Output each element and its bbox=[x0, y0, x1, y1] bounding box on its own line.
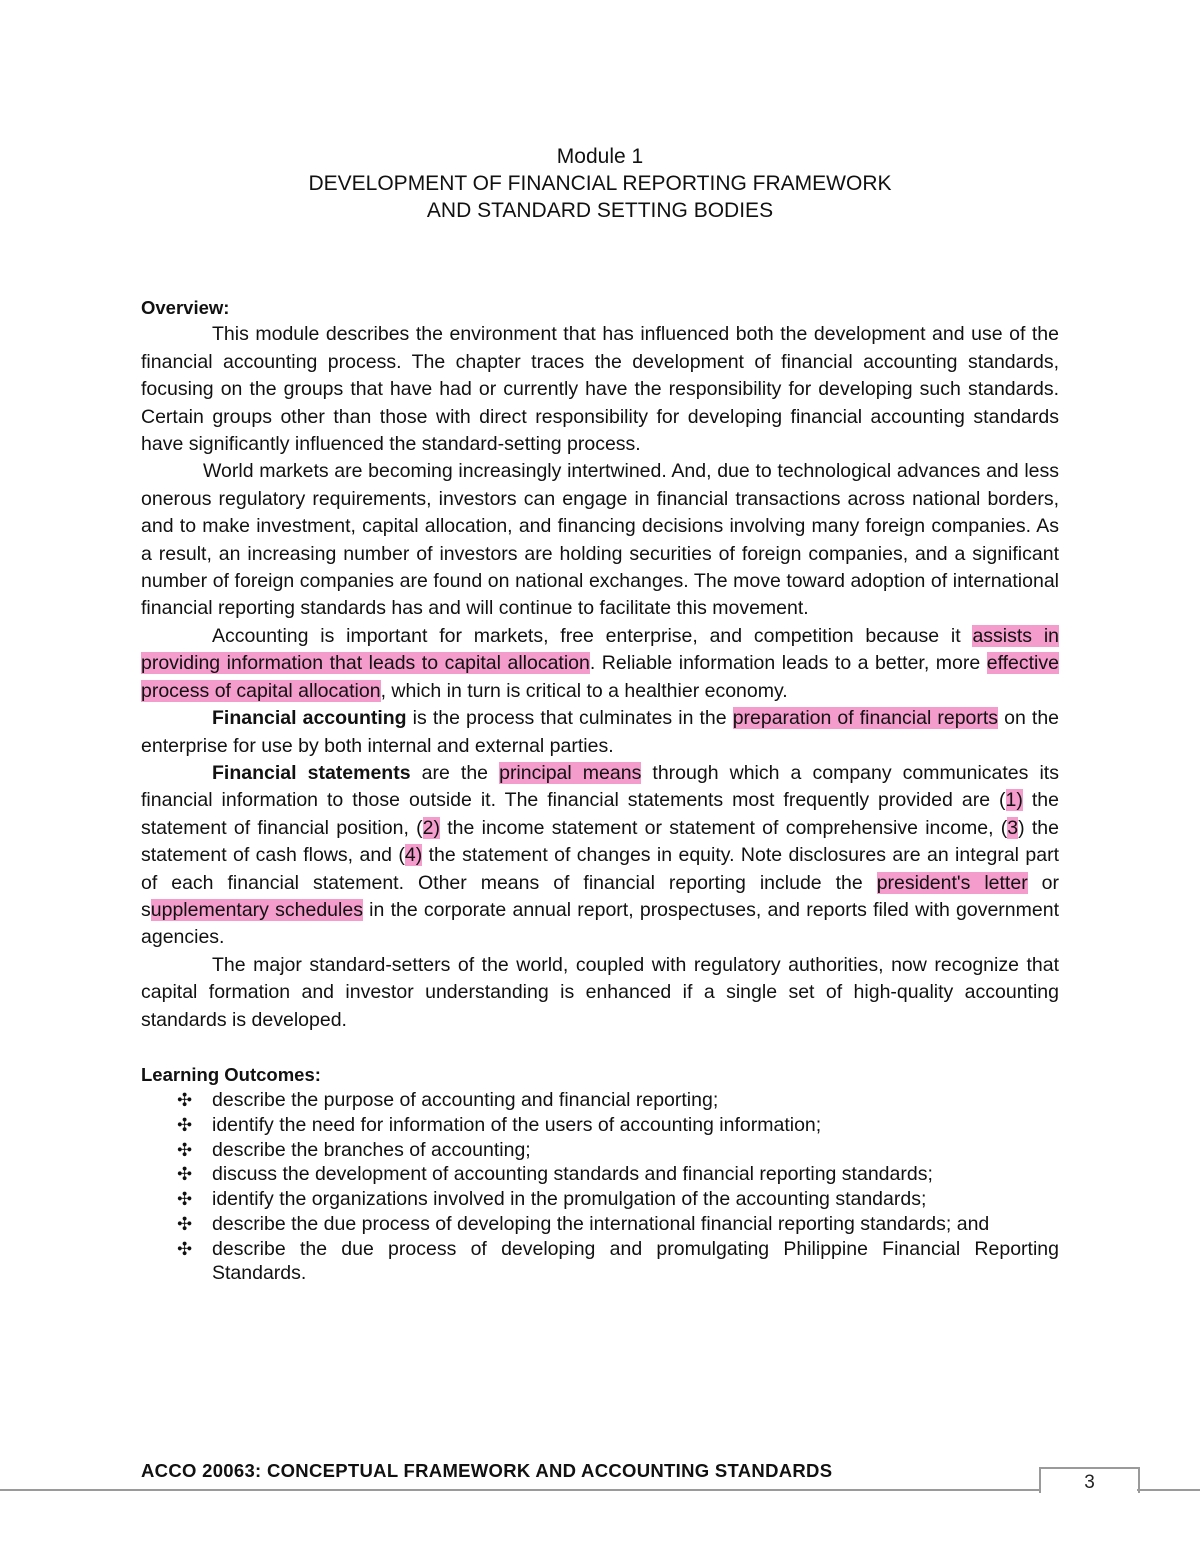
overview-heading: Overview: bbox=[141, 297, 230, 318]
overview-paragraph-3 bbox=[141, 623, 1059, 705]
paragraph-text: ) the statement of cash flows, and ( bbox=[141, 816, 1059, 867]
footer-rule bbox=[0, 1489, 1040, 1491]
highlighted-text: u bbox=[150, 898, 162, 921]
overview-paragraph-1: This module describes the environment that has influenced both the development and use of the financial accounting process. The chapter traces the development of financial accounting standards, focusing on the groups that have had or currently have the responsibility for developing such standards. Certain groups other than those with direct responsibility for developing financial accounting standards have significantly influenced the standard-setting process. bbox=[141, 323, 1059, 456]
paragraph-text: in the corporate annual report, prospectuses, and reports filed with government agencies. bbox=[141, 898, 1059, 949]
list-item-text: discuss the development of accounting standards and financial reporting standards; bbox=[212, 1163, 933, 1186]
highlighted-number: 2) bbox=[422, 816, 440, 839]
module-title-block bbox=[0, 143, 1200, 224]
highlighted-number: 1) bbox=[1005, 789, 1023, 812]
bullet-icon: ✣ bbox=[177, 1139, 193, 1160]
paragraph-text: through which a company communicates its financial information to those outside it. The financial statements most frequently provided are ( bbox=[141, 761, 1059, 812]
highlighted-text: effective process of capital allocation bbox=[141, 652, 1059, 702]
list-item bbox=[141, 1212, 1059, 1237]
paragraph-text: , which in turn is critical to a healthier economy. bbox=[380, 679, 788, 702]
footer-rule bbox=[1137, 1489, 1200, 1491]
module-title-line-2: AND STANDARD SETTING BODIES bbox=[426, 199, 774, 222]
paragraph-text: on the enterprise for use by both internal and external parties. bbox=[141, 707, 1060, 757]
highlighted-number: 3 bbox=[1007, 816, 1019, 839]
paragraph-text: s bbox=[141, 898, 151, 921]
module-number: Module 1 bbox=[556, 145, 644, 168]
overview-paragraph-6: The major standard-setters of the world, coupled with regulatory authorities, now recognize that capital formation and investor understanding is enhanced if a single set of high-quality accounting standards is developed. bbox=[141, 953, 1059, 1031]
overview-paragraph-4 bbox=[141, 705, 1059, 760]
paragraph-text: are the bbox=[410, 761, 500, 784]
bold-term: Financial statements bbox=[212, 761, 411, 784]
learning-outcomes-list bbox=[141, 1088, 1059, 1286]
bullet-icon: ✣ bbox=[177, 1115, 193, 1136]
list-item bbox=[141, 1113, 1059, 1138]
page-number: 3 bbox=[1084, 1472, 1095, 1493]
highlighted-text: pplementary schedules bbox=[161, 898, 363, 921]
list-item-text: identify the need for information of the users of accounting information; bbox=[212, 1114, 822, 1137]
list-item-text: describe the branches of accounting; bbox=[212, 1138, 531, 1161]
highlighted-number: 4) bbox=[404, 844, 423, 867]
list-item bbox=[141, 1138, 1059, 1163]
overview-paragraph-2: World markets are becoming increasingly intertwined. And, due to technological advances and less onerous regulatory requirements, investors can engage in financial transactions across national borders, and to make investment, capital allocation, and financing decisions involving many foreign companies. As a result, an increasing number of investors are holding securities of foreign companies, and a significant number of foreign companies are found on national exchanges. The move toward adoption of international financial reporting standards has and will continue to facilitate this movement. bbox=[141, 460, 1059, 620]
highlighted-text: preparation of financial reports bbox=[732, 707, 999, 730]
bullet-icon: ✣ bbox=[177, 1189, 193, 1210]
overview-paragraph-5 bbox=[141, 760, 1059, 952]
list-item-text: describe the due process of developing and promulgating Philippine Financial Reporting Standards. bbox=[212, 1237, 1059, 1285]
module-content bbox=[141, 294, 1059, 1286]
list-item bbox=[141, 1187, 1059, 1212]
list-item-text: describe the due process of developing the international financial reporting standards; and bbox=[212, 1212, 990, 1235]
module-title-line-1: DEVELOPMENT OF FINANCIAL REPORTING FRAMEWORK bbox=[308, 172, 892, 195]
bullet-icon: ✣ bbox=[177, 1090, 193, 1111]
highlighted-text: president's letter bbox=[876, 871, 1028, 894]
paragraph-text: the statement of financial position, ( bbox=[141, 789, 1059, 839]
bullet-icon: ✣ bbox=[177, 1238, 193, 1259]
highlighted-text: assists in providing information that leads to capital allocation bbox=[141, 624, 1059, 675]
list-item bbox=[141, 1088, 1059, 1113]
learning-outcomes-heading: Learning Outcomes: bbox=[141, 1063, 321, 1085]
bullet-icon: ✣ bbox=[177, 1213, 193, 1234]
paragraph-text: the statement of changes in equity. Note disclosures are an integral part of each financial statement. Other means of financial reporting include the bbox=[141, 844, 1059, 894]
bullet-icon: ✣ bbox=[177, 1164, 193, 1185]
paragraph-text: . Reliable information leads to a better, more bbox=[589, 652, 987, 675]
highlighted-text: principal means bbox=[499, 761, 642, 784]
list-item bbox=[141, 1162, 1059, 1187]
paragraph-text: is the process that culminates in the bbox=[406, 707, 733, 730]
bold-term: Financial accounting bbox=[212, 707, 407, 730]
paragraph-text: Accounting is important for markets, free enterprise, and competition because it bbox=[212, 624, 973, 647]
list-item-text: describe the purpose of accounting and financial reporting; bbox=[212, 1089, 719, 1112]
paragraph-text: the income statement or statement of comprehensive income, ( bbox=[439, 816, 1008, 839]
footer-course-title: ACCO 20063: CONCEPTUAL FRAMEWORK AND ACCOUNTING STANDARDS bbox=[141, 1460, 833, 1481]
list-item-text: identify the organizations involved in the promulgation of the accounting standards; bbox=[212, 1188, 927, 1211]
list-item bbox=[141, 1237, 1059, 1286]
paragraph-text: or bbox=[1027, 871, 1060, 894]
